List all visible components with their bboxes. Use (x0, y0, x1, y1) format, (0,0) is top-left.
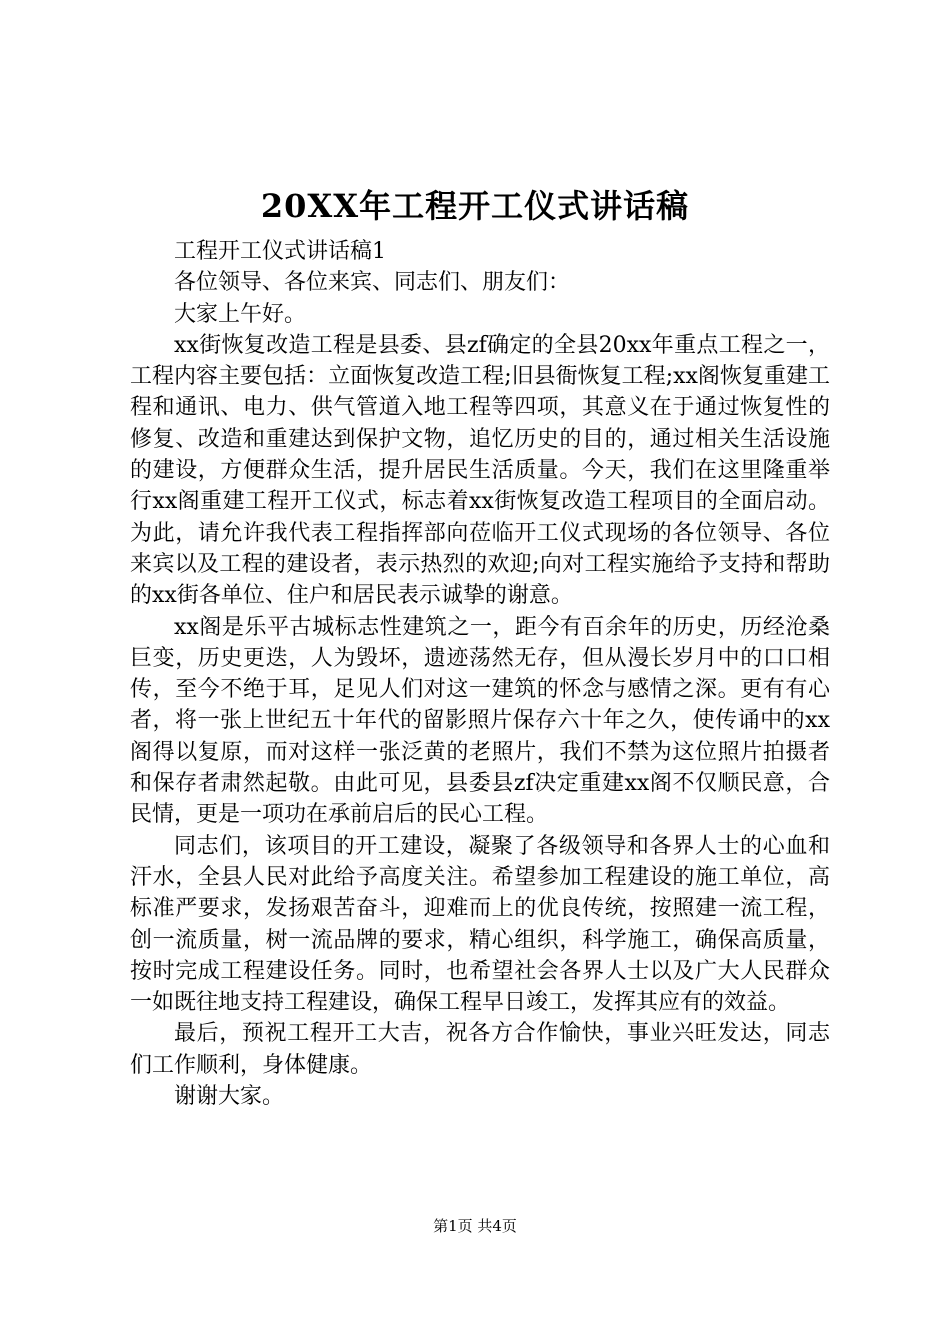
body-paragraph: 同志们，该项目的开工建设，凝聚了各级领导和各界人士的心血和汗水，全县人民对此给予高度关注。希望参加工程建设的施工单位，高标准严要求，发扬艰苦奋斗，迎难而上的优良传统，按照建一流工程，创一流质量，树一流品牌的要求，精心组织，科学施工，确保高质量，按时完成工程建设任务。同时，也希望社会各界人士以及广大人民群众一如既往地支持工程建设，确保工程早日竣工，发挥其应有的效益。 (130, 833, 830, 1016)
page-number-footer: 第1页 共4页 (433, 1217, 517, 1235)
thanks-paragraph: 谢谢大家。 (174, 1084, 285, 1110)
document-title: 20XX年工程开工仪式讲话稿 (260, 187, 690, 225)
salutation-paragraph: 各位领导、各位来宾、同志们、朋友们： (174, 270, 571, 296)
body-paragraph: xx阁是乐平古城标志性建筑之一，距今有百余年的历史，历经沧桑巨变，历史更迭，人为毁坏，遗迹荡然无存，但从漫长岁月中的口口相传，至今不绝于耳，足见人们对这一建筑的怀念与感情之深。更有有心者，将一张上世纪五十年代的留影照片保存六十年之久，使传诵中的xx阁得以复原，而对这样一张泛黄的老照片，我们不禁为这位照片拍摄者和保存者肃然起敬。由此可见，县委县zf决定重建xx阁不仅顺民意，合民情，更是一项功在承前启后的民心工程。 (130, 614, 830, 828)
greeting-paragraph: 大家上午好。 (174, 301, 307, 327)
subtitle-paragraph: 工程开工仪式讲话稿1 (174, 239, 386, 264)
document-body (130, 236, 830, 1112)
body-paragraph: xx街恢复改造工程是县委、县zf确定的全县20xx年重点工程之一，工程内容主要包括：立面恢复改造工程;旧县衙恢复工程;xx阁恢复重建工程和通讯、电力、供气管道入地工程等四项，其意义在于通过恢复性的修复、改造和重建达到保护文物，追忆历史的目的，通过相关生活设施的建设，方便群众生活，提升居民生活质量。今天，我们在这里隆重举行xx阁重建工程开工仪式，标志着xx街恢复改造工程项目的全面启动。为此，请允许我代表工程指挥部向莅临开工仪式现场的各位领导、各位来宾以及工程的建设者，表示热烈的欢迎;向对工程实施给予支持和帮助的xx街各单位、住户和居民表示诚挚的谢意。 (130, 332, 830, 609)
closing-paragraph: 最后，预祝工程开工大吉，祝各方合作愉快，事业兴旺发达，同志们工作顺利，身体健康。 (130, 1021, 830, 1078)
